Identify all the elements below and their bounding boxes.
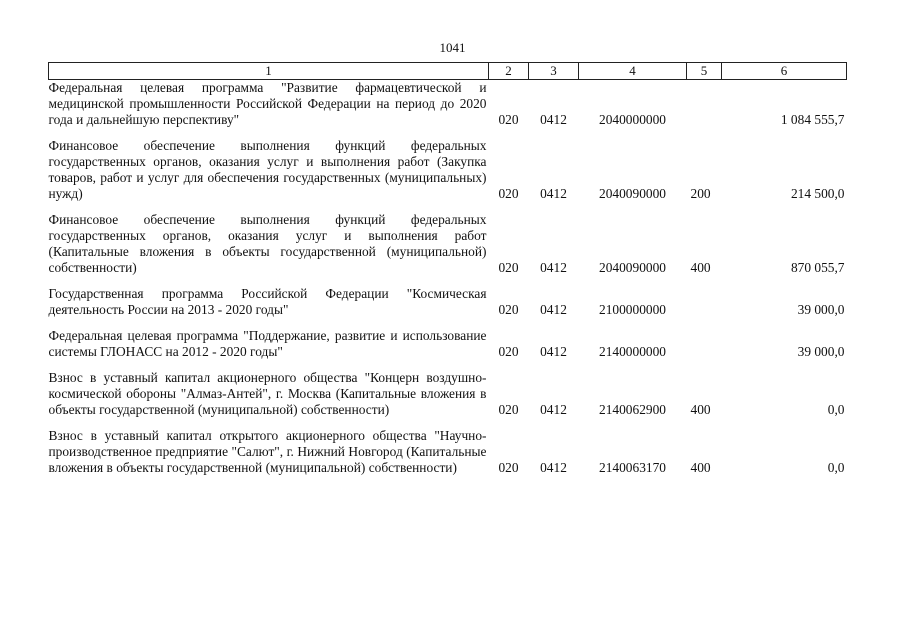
row-section-code: 0412 [540,260,567,275]
row-ministry-code: 020 [498,260,519,275]
row-section-code: 0412 [540,302,567,317]
row-ministry-code: 020 [498,112,519,127]
row-target-article: 2140062900 [599,402,666,417]
row-section-code: 0412 [540,186,567,201]
row-description: Взнос в уставный капитал акционерного общества "Концерн воздушно-космической обороны "Алмаз-Антей", г. Москва (Капитальные вложения в объекты государственной (муниципальной) собственности) [48,370,487,417]
row-ministry-code: 020 [498,186,519,201]
row-expense-type: 400 [690,260,711,275]
row-expense-type [687,80,722,129]
budget-table [48,62,847,476]
row-description: Взнос в уставный капитал открытого акционерного общества "Научно-производственное предприятие "Салют", г. Нижний Новгород (Капитальные вложения в объекты государственной (муниципальной) собственности) [48,428,487,475]
row-section-code: 0412 [540,344,567,359]
row-description: Финансовое обеспечение выполнения функций федеральных государственных органов, оказания услуг и выполнения работ (Капитальные вложения в объекты государственной (муниципальной) собственности) [48,212,487,275]
row-amount: 1 084 555,7 [780,112,845,127]
row-section-code: 0412 [540,112,567,127]
row-description: Федеральная целевая программа "Развитие фармацевтической и медицинской промышленности Российской Федерации на период до 2020 года и дальнейшую перспективу" [48,80,487,127]
row-target-article: 2040000000 [599,112,666,127]
table-row [49,138,847,202]
row-description: Финансовое обеспечение выполнения функций федеральных государственных органов, оказания услуг и выполнения работ (Закупка товаров, работ и услуг для обеспечения государственных (муниципальных) нужд) [48,138,487,201]
row-expense-type [687,286,722,318]
row-amount: 39 000,0 [797,302,845,317]
row-ministry-code: 020 [498,302,519,317]
row-target-article: 2100000000 [599,302,666,317]
row-description: Государственная программа Российской Федерации "Космическая деятельность России на 2013 - 2020 годы" [48,286,487,317]
row-expense-type: 200 [690,186,711,201]
column-header-section: 3 [529,63,579,80]
table-row [49,80,847,129]
row-amount: 0,0 [827,460,845,475]
row-section-code: 0412 [540,402,567,417]
row-section-code: 0412 [540,460,567,475]
table-row [49,428,847,476]
row-expense-type [687,328,722,360]
row-target-article: 2040090000 [599,260,666,275]
row-amount: 214 500,0 [790,186,845,201]
row-target-article: 2040090000 [599,186,666,201]
row-ministry-code: 020 [498,344,519,359]
table-row [49,212,847,276]
row-description: Федеральная целевая программа "Поддержание, развитие и использование системы ГЛОНАСС на 2012 - 2020 годы" [48,328,487,359]
column-header-ministry: 2 [489,63,529,80]
page-number: 1041 [439,40,466,55]
column-header-target-article: 4 [579,63,687,80]
row-target-article: 2140063170 [599,460,666,475]
table-row [49,286,847,318]
header-row [49,63,847,80]
column-header-expense-type: 5 [687,63,722,80]
row-expense-type: 400 [690,460,711,475]
row-amount: 0,0 [827,402,845,417]
row-ministry-code: 020 [498,402,519,417]
table-row [49,328,847,360]
column-header-amount: 6 [722,63,847,80]
table-row [49,370,847,418]
row-ministry-code: 020 [498,460,519,475]
row-amount: 39 000,0 [797,344,845,359]
column-header-description: 1 [49,63,489,80]
row-target-article: 2140000000 [599,344,666,359]
row-expense-type: 400 [690,402,711,417]
row-amount: 870 055,7 [790,260,845,275]
